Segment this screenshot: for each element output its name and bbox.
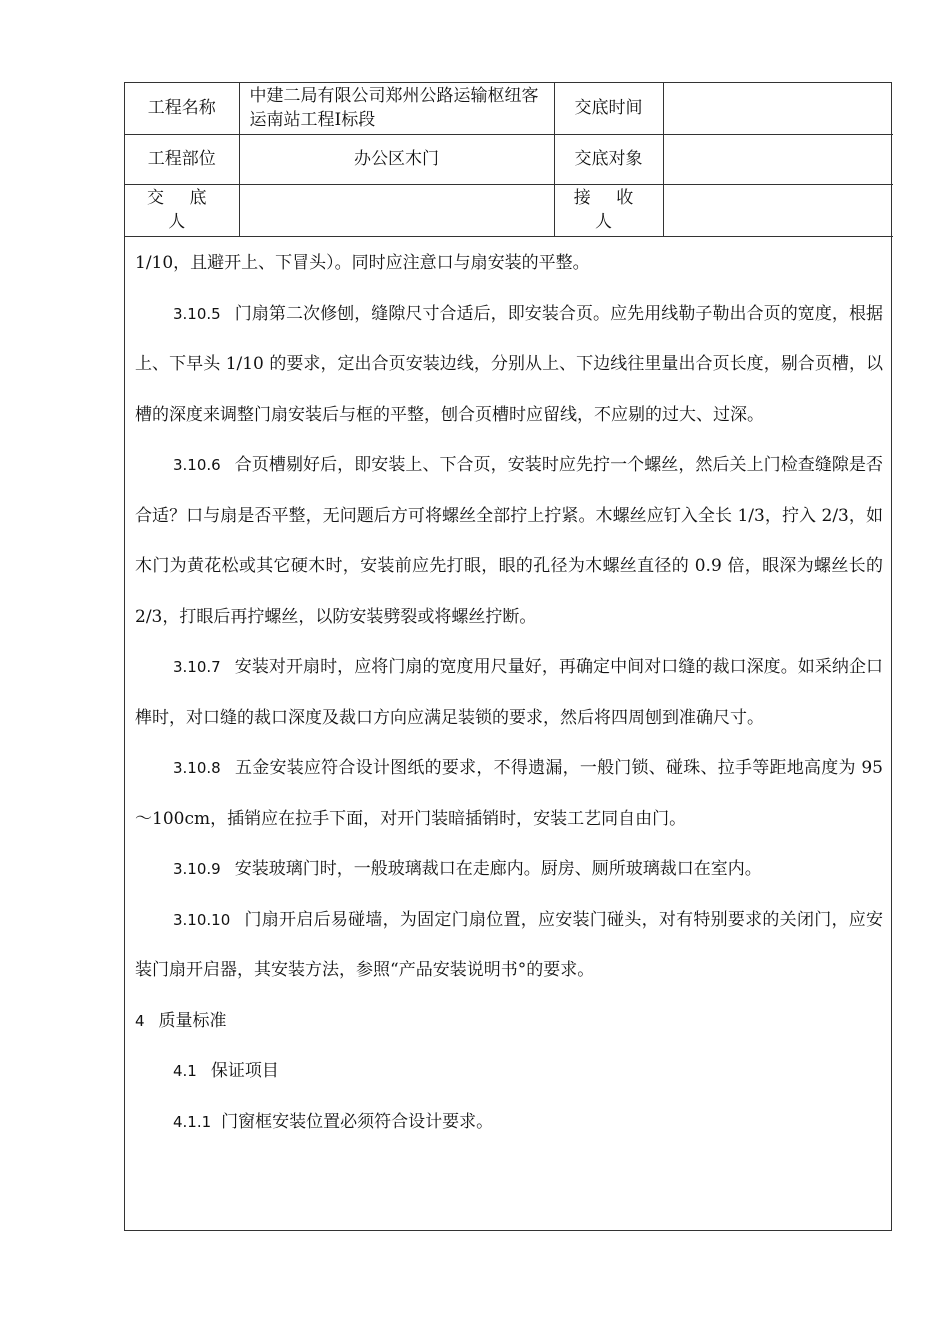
clause-number: 3.10.5: [173, 304, 221, 323]
clause-number: 3.10.10: [173, 910, 231, 929]
body-text: [135, 238, 883, 1147]
handover-person-value: [239, 184, 554, 236]
handover-target-label: 交底对象: [554, 134, 663, 184]
project-part-value: 办公区木门: [239, 134, 554, 184]
project-part-label: 工程部位: [125, 134, 239, 184]
paragraph-continued: 1/10，且避开上、下冒头）。同时应注意口与扇安装的平整。: [135, 253, 590, 273]
project-name-label: 工程名称: [125, 83, 239, 134]
section-heading-4-1: [135, 1046, 883, 1097]
receiver-value: [663, 184, 893, 236]
paragraph-3-10-10: [135, 895, 883, 996]
paragraph-3-10-8: [135, 743, 883, 844]
paragraph-4-1-1: [135, 1097, 883, 1148]
clause-text: 合页槽剔好后，即安装上、下合页，安装时应先拧一个螺丝，然后关上门检查缝隙是否合适？口与扇是否平整，无问题后方可将螺丝全部拧上拧紧。木螺丝应钉入全长 1/3，拧入 2/3，如木门为黄花松或其它硬木时，安装前应先打眼，眼的孔径为木螺丝直径的 0.9 倍，眼深为螺丝长的 2/3，打眼后再拧螺丝，以防安装劈裂或将螺丝拧断。: [135, 455, 883, 627]
clause-number: 3.10.8: [173, 759, 221, 777]
clause-number: 3.10.7: [173, 658, 221, 676]
section-title: 质量标准: [158, 1010, 227, 1031]
paragraph-3-10-9: [135, 844, 883, 895]
section-title: 保证项目: [210, 1061, 279, 1081]
clause-number: 3.10.9: [173, 860, 221, 878]
handover-time-label: 交底时间: [554, 83, 663, 134]
clause-text: 安装玻璃门时，一般玻璃裁口在走廊内。厨房、厕所玻璃裁口在室内。: [234, 859, 762, 879]
disclosure-sheet: [124, 82, 892, 1231]
header-row-project-part: [125, 134, 893, 184]
clause-number: 3.10.6: [173, 456, 221, 474]
receiver-label: 接 收 人: [554, 184, 663, 236]
paragraph-3-10-7: [135, 642, 883, 743]
header-row-project-name: [125, 83, 893, 134]
section-number: 4: [135, 1011, 145, 1030]
handover-person-label: 交 底 人: [125, 184, 239, 236]
clause-text: 门窗框安装位置必须符合设计要求。: [221, 1111, 494, 1132]
paragraph-3-10-6: [135, 440, 883, 642]
project-name-value: 中建二局有限公司郑州公路运输枢纽客运南站工程Ⅰ标段: [239, 83, 554, 134]
clause-text: 五金安装应符合设计图纸的要求，不得遗漏，一般门锁、碰珠、拉手等距地高度为 95～100cm，插销应在拉手下面，对开门装暗插销时，安装工艺同自由门。: [135, 758, 883, 829]
header-table: [125, 83, 893, 237]
clause-text: 门扇开启后易碰墙，为固定门扇位置，应安装门碰头，对有特别要求的关闭门，应安装门扇开启器，其安装方法，参照“产品安装说明书°的要求。: [135, 909, 883, 980]
section-heading-4: [135, 996, 883, 1047]
section-number: 4.1: [173, 1062, 197, 1080]
handover-time-value: [663, 83, 893, 134]
header-row-persons: [125, 184, 893, 236]
handover-target-value: [663, 134, 893, 184]
paragraph-3-10-5: [135, 289, 883, 441]
clause-text: 门扇第二次修刨，缝隙尺寸合适后，即安装合页。应先用线勒子勒出合页的宽度，根据上、下早头 1/10 的要求，定出合页安装边线，分别从上、下边线往里量出合页长度，剔合页槽，以槽的深度来调整门扇安装后与框的平整，刨合页槽时应留线，不应剔的过大、过深。: [135, 303, 883, 425]
clause-number: 4.1.1: [173, 1112, 212, 1131]
clause-text: 安装对开扇时，应将门扇的宽度用尺量好，再确定中间对口缝的裁口深度。如采纳企口榫时，对口缝的裁口深度及裁口方向应满足装锁的要求，然后将四周刨到准确尺寸。: [135, 657, 883, 728]
